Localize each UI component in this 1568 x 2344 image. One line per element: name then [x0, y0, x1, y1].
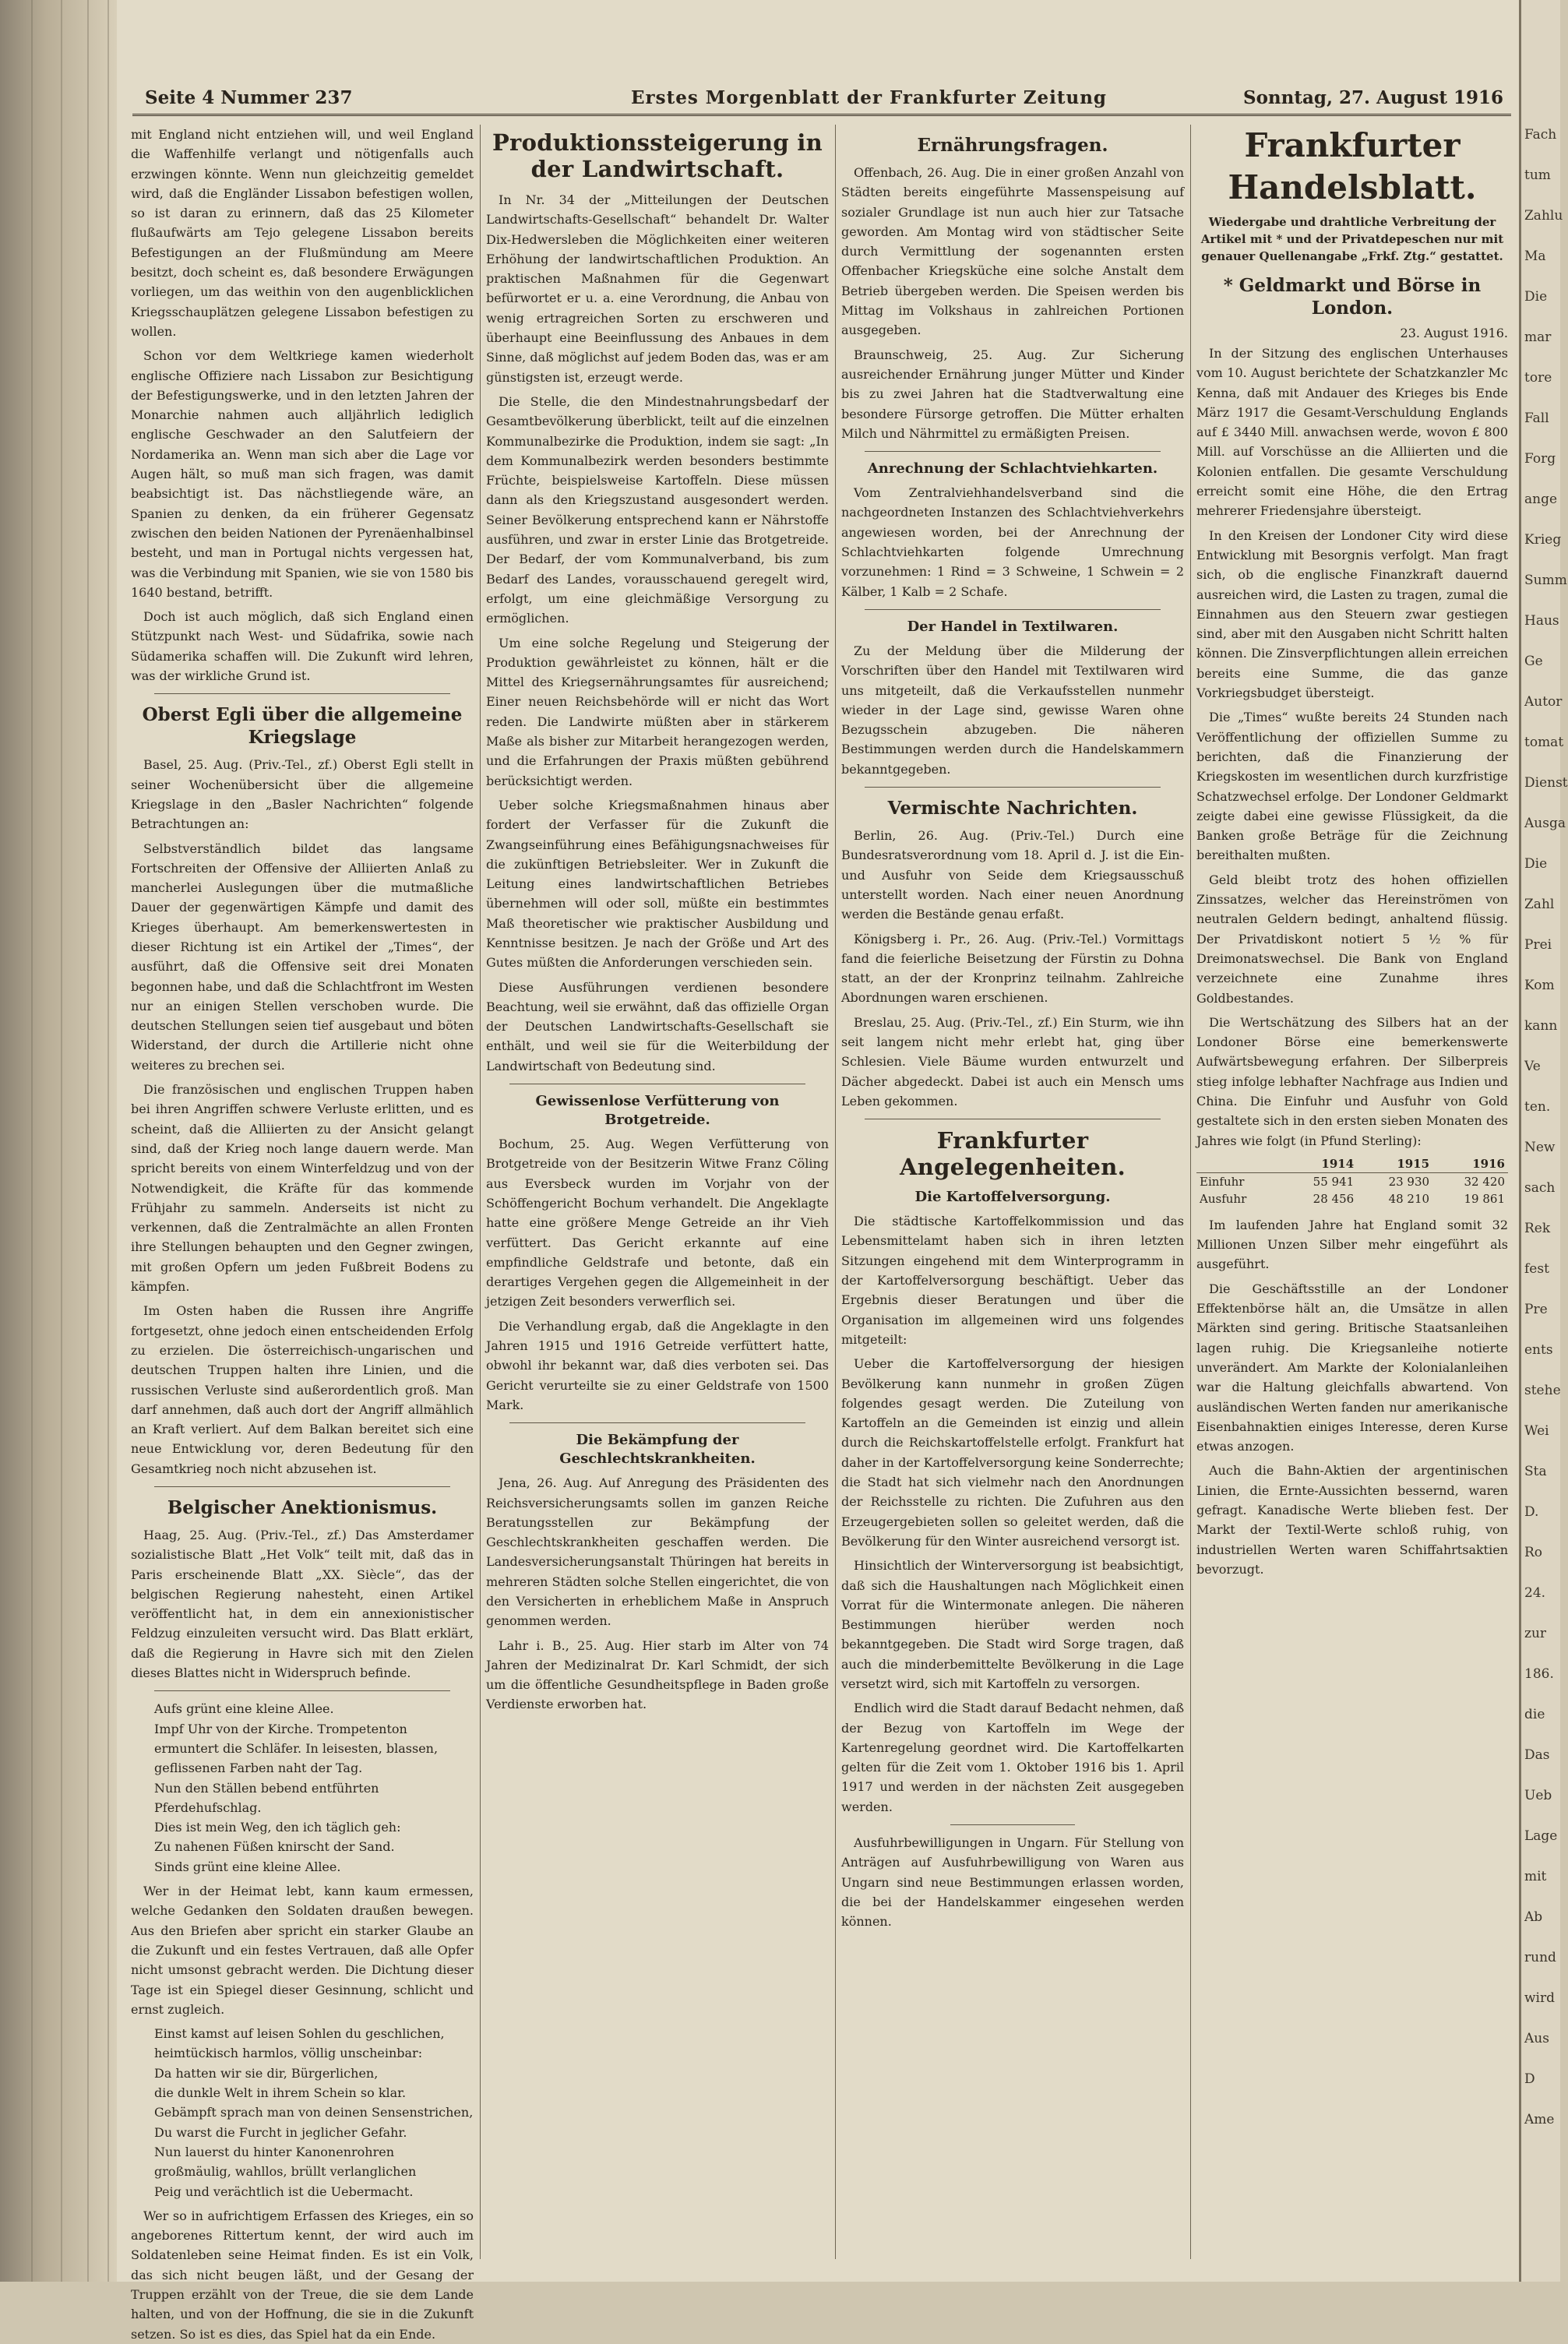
- article-text: Hinsichtlich der Winterversorgung ist beabsichtigt, daß sich die Haushaltungen nach Möglichkeit einen Vorrat für die Wintermonate anlegen. Die näheren Bestimmungen hierüber werden noch bekanntgegeben. Die Stadt wird Sorge tragen, daß auch die minderbemittelte Bevölkerung in die Lage versetzt wird, sich mit Kartoffeln zu versorgen.: [841, 1558, 1184, 1691]
- adjacent-page-fragment: Wei: [1524, 1423, 1549, 1439]
- adjacent-page-fragment: Ge: [1524, 654, 1543, 669]
- gold-trade-table: [1196, 1155, 1508, 1207]
- divider: [950, 1824, 1075, 1825]
- article-text: Die Geschäftsstille an der Londoner Effektenbörse hält an, die Umsätze in allen Märkten sind gering. Britische Staatsanleihen lagen ruhig. Die Kriegsanleihe notierte unverändert. Am Markte der Kolonialanleihen war die Haltung gleichfalls abwartend. Von ausländischen Werten fanden nur amerikanische Eisenbahnaktien einiges Interesse, deren Kurse etwas anzogen.: [1196, 1281, 1508, 1454]
- column-1: [131, 125, 474, 2342]
- article-text: In Nr. 34 der „Mitteilungen der Deutschen Landwirtschafts-Gesellschaft“ behandelt Dr. Walter Dix-Hedwersleben die Möglichkeiten einer weiteren Erhöhung der landwirtschaftlichen Produktion. An praktischen Maßnahmen für die Gegenwart befürwortet er u. a. eine Verordnung, die Anbau von wenig ertragreichen Sorten zu erschweren und überhaupt eine Beeinflussung des Anbaues in dem Sinne, daß möglichst auf jedem Boden das, was er am günstigsten ist, erzeugt werde.: [486, 192, 829, 385]
- adjacent-page-fragment: Lage: [1524, 1828, 1558, 1844]
- article-text: Geld bleibt trotz des hohen offiziellen Zinssatzes, welcher das Hereinströmen von neutralen Geldern bedingt, anhaltend flüssig. Der Privatdiskont notiert 5 ½ % für Dreimonatswechsel. Die Bank von England verzeichnete eine Zunahme ihres Goldbestandes.: [1196, 872, 1508, 1006]
- table-row: [1196, 1190, 1508, 1207]
- article-text: Breslau, 25. Aug. (Priv.-Tel., zf.) Ein Sturm, wie ihn seit langem nicht mehr erlebt hat, ging über Schlesien. Viele Bäume wurden entwurzelt und Dächer abgedeckt. Dabei ist auch ein Mensch ums Leben gekommen.: [841, 1014, 1184, 1109]
- article-text: Die städtische Kartoffelkommission und das Lebensmittelamt haben sich in ihren letzten Sitzungen eingehend mit dem Winterprogramm in der Kartoffelversorgung beschäftigt. Ueber das Ergebnis dieser Beratungen und über die Organisation im allgemeinen wird uns folgendes mitgeteilt:: [841, 1214, 1184, 1347]
- article-text: Offenbach, 26. Aug. Die in einer großen Anzahl von Städten bereits eingeführte Massenspeisung auf sozialer Grundlage ist nun auch hier zur Tatsache geworden. Am Montag wird von städtischer Seite durch Vermittlung der sogenannten ersten Offenbacher Kriegsküche eine solche Anstalt dem Betrieb übergeben werden. Die Speisen werden bis Mittag im Volkshaus in zahlreichen Portionen ausgegeben.: [841, 165, 1184, 338]
- adjacent-page-fragment: tum: [1524, 167, 1551, 183]
- dateline: 23. August 1916.: [1400, 326, 1508, 340]
- adjacent-page-fragment: 186.: [1524, 1666, 1554, 1682]
- article-text: Jena, 26. Aug. Auf Anregung des Präsidenten des Reichsversicherungsamts sollen im ganzen Reiche Beratungsstellen zur Bekämpfung der Geschlechtskrankheiten geschaffen werden. Die Landesversicherungsanstalt Thüringen hat bereits in mehreren Städten solche Stellen eingerichtet, die von den Versicherten in erheblichem Maße in Anspruch genommen werden.: [486, 1475, 829, 1629]
- adjacent-page-fragment: die: [1524, 1707, 1545, 1722]
- table-cell: 23 930: [1388, 1174, 1430, 1189]
- headline-egli: Oberst Egli über die allgemeine Kriegslage: [142, 704, 463, 749]
- binding-line: [31, 0, 33, 2282]
- adjacent-page-fragment: New: [1524, 1140, 1556, 1155]
- adjacent-page-fragment: zur: [1524, 1626, 1547, 1641]
- adjacent-page-fragment: Aus: [1524, 2031, 1549, 2046]
- page-number: Seite 4 Nummer 237: [145, 87, 353, 108]
- divider: [865, 451, 1161, 452]
- feuilleton-text: Wer in der Heimat lebt, kann kaum ermessen, welche Gedanken den Soldaten draußen bewegen. Aus den Briefen aber spricht ein starker Glaube an die Zukunft und ein festes Vertrauen, daß alle Opfer nicht umsonst gebracht werden. Die Dichtung dieser Tage ist ein Spiegel dieser Gesinnung, schlicht und ernst zugleich.: [131, 1884, 474, 2017]
- adjacent-page-fragment: Ueb: [1524, 1788, 1552, 1803]
- column-3: [841, 125, 1184, 2259]
- column-rule: [1190, 125, 1191, 2259]
- article-text: Die „Times“ wußte bereits 24 Stunden nach Veröffentlichung der offiziellen Summe zu berichten, daß die Finanzierung der Kriegskosten im wesentlichen durch kurzfristige Schatzwechsel erfolge. Der Londoner Geldmarkt zeigte dabei eine gewisse Flüssigkeit, da die Banken große Beträge für die Zeichnung bereithalten mußten.: [1196, 710, 1508, 863]
- adjacent-page-fragment: Die: [1524, 856, 1548, 872]
- table-header-cell: 1916: [1432, 1155, 1508, 1173]
- headline-cattle-cards: Anrechnung der Schlachtviehkarten.: [867, 460, 1158, 478]
- adjacent-page-fragment: Ma: [1524, 248, 1546, 264]
- divider: [154, 1486, 450, 1487]
- article-text: Die Wertschätzung des Silbers hat an der Londoner Börse eine bemerkenswerte Aufwärtsbewegung erfahren. Der Silberpreis stieg infolge lebhafter Nachfrage aus Indien und China. Die Einfuhr und Ausfuhr von Gold gestaltete sich in den ersten sieben Monaten des Jahres wie folgt (in Pfund Sterling):: [1196, 1014, 1508, 1148]
- article-text: Lahr i. B., 25. Aug. Hier starb im Alter von 74 Jahren der Medizinalrat Dr. Karl Schmidt, der sich um die öffentliche Gesundheitspflege in Baden große Verdienste erworben hat.: [486, 1637, 829, 1712]
- adjacent-page-fragment: Zahl: [1524, 897, 1555, 912]
- divider: [154, 1690, 450, 1691]
- book-binding: [0, 0, 117, 2282]
- running-head: [132, 84, 1511, 116]
- article-text: Die Stelle, die den Mindestnahrungsbedarf der Gesamtbevölkerung überblickt, teilt auf die einzelnen Kommunalbezirke die Produktion, indem sie sagt: „In dem Kommunalbezirk werden besonders bestimmte Früchte, beispielsweise Kartoffeln. Diese müssen dann als den Kriegszustand ausgesondert werden. Seiner Bevölkerung entsprechend kann er Nährstoffe ausführen, und zwar in erster Linie das Brotgetreide. Der Bedarf, der vom Kommunalverband, bis zum Bedarf des Landes, vorausschauend geregelt wird, erfolgt, um eine gleichmäßige Versorgung zu ermöglichen.: [486, 393, 829, 626]
- article-text: Die französischen und englischen Truppen haben bei ihren Angriffen schwere Verluste erlitten, und es scheint, daß die Alliierten zu der Ansicht gelangt sind, daß der Krieg noch lange dauern werde. Man spricht bereits von einem Winterfeldzug und von der Notwendigkeit, die Kräfte für das kommende Frühjahr zu sammeln. Anderseits ist nicht zu verkennen, daß die Zentralmächte an allen Fronten ihre Stellungen behaupten und den Gegner zwingen, mit großen Opfern um jeden Fußbreit Bodens zu kämpfen.: [131, 1082, 474, 1295]
- table-cell: 55 941: [1313, 1174, 1355, 1189]
- headline-frankfurt-affairs: Frankfurter Angelegenheiten.: [900, 1127, 1126, 1181]
- poem: Aufs grünt eine kleine Allee. Impf Uhr von der Kirche. Trompetenton ermuntert die Schläfer. In leisesten, blassen, geflissenen Farben naht der Tag. Nun den Ställen bebend entführten Pferdehufschlag. Dies ist mein Weg, den ich täglich geh: Zu nahenen Füßen knirscht der Sand. Sinds grünt eine kleine Allee.: [154, 1701, 439, 1874]
- headline-london-market: * Geldmarkt und Börse in London.: [1223, 275, 1482, 319]
- article-text: Doch ist auch möglich, daß sich England einen Stützpunkt nach West- und Südafrika, sowie nach Südamerika schaffen will. Die Zukunft wird lehren, was der wirkliche Grund ist.: [131, 609, 474, 684]
- newspaper-sheet: [117, 0, 1519, 2342]
- article-text: In der Sitzung des englischen Unterhauses vom 10. August berichtete der Schatzkanzler Mc Kenna, daß mit Andauer des Krieges bis Ende März 1917 die Gesamt-Verschuldung Englands auf £ 3440 Mill. anwachsen werde, wovon £ 800 Mill. auf Vorschüsse an die Alliierten und die Kolonien entfallen. Die gesamte Verschuldung erreicht somit eine Höhe, die den Ertrag mehrerer Friedensjahre übersteigt.: [1196, 346, 1508, 519]
- adjacent-page-fragment: Forg: [1524, 451, 1556, 467]
- article-text: Braunschweig, 25. Aug. Zur Sicherung ausreichender Ernährung junger Mütter und Kinder bis zu zwei Jahren hat die Stadtverwaltung eine besondere Fürsorge getroffen. Die Mütter erhalten Milch und Nährmittel zu ermäßigten Preisen.: [841, 347, 1184, 441]
- masthead-edition: Erstes Morgenblatt der Frankfurter Zeitung: [631, 87, 1108, 108]
- column-4: [1196, 125, 1508, 2259]
- adjacent-page-fragment: 24.: [1524, 1585, 1546, 1601]
- adjacent-page-fragment: Die: [1524, 289, 1548, 305]
- adjacent-page-edge: [1519, 0, 1568, 2282]
- adjacent-page-fragment: Fach: [1524, 127, 1557, 143]
- headline-belgian: Belgischer Anektionismus.: [167, 1497, 438, 1518]
- binding-line: [107, 0, 109, 2282]
- adjacent-page-fragment: Sta: [1524, 1464, 1547, 1479]
- headline-bread-grain: Gewissenlose Verfütterung von Brotgetreide.: [535, 1093, 780, 1129]
- table-cell: 48 210: [1388, 1191, 1430, 1206]
- adjacent-page-fragment: mar: [1524, 330, 1552, 345]
- table-cell: 28 456: [1313, 1191, 1355, 1206]
- reprint-note: Wiedergabe und drahtliche Verbreitung der Artikel mit * und der Privatdepeschen nur mit genauer Quellenangabe „Frkf. Ztg.“ gestattet.: [1200, 215, 1504, 263]
- feuilleton-text: Wer so in aufrichtigem Erfassen des Krieges, ein so angeborenes Rittertum kennt, der wird auch im Soldatenleben seine Heimat finden. Es ist ein Volk, das sich nicht beugen läßt, und der Gesang der Truppen erzählt von der Treue, die sie dem Lande halten, und von der Hoffnung, die sie in die Zukunft setzen. So ist es dies, das Spiel hat da ein Ende.: [131, 2208, 474, 2342]
- table-header-cell: [1196, 1155, 1281, 1173]
- article-text: Um eine solche Regelung und Steigerung der Produktion gewährleistet zu können, hält er die Mittel des Kriegsernährungsamtes für ausreichend; Einer neuen Reichsbehörde will er nicht das Wort reden. Die Landwirte müßten aber in stärkerem Maße als bisher zur Mitarbeit herangezogen werden, und die Erfahrungen der Praxis müßten gebührend berücksichtigt werden.: [486, 635, 829, 788]
- article-text: Auch die Bahn-Aktien der argentinischen Linien, die Ernte-Aussichten bessernd, waren gefragt. Kanadische Werte blieben fest. Der Markt der Textil-Werte schloß ruhig, von industriellen Werten waren Schiffahrtsaktien bevorzugt.: [1196, 1463, 1508, 1577]
- adjacent-page-fragment: Zahlu: [1524, 208, 1563, 224]
- adjacent-page-fragment: tomat: [1524, 735, 1564, 750]
- headline-diseases: Die Bekämpfung der Geschlechtskrankheiten.: [559, 1432, 756, 1468]
- article-text: Königsberg i. Pr., 26. Aug. (Priv.-Tel.) Vormittags fand die feierliche Beisetzung der Fürstin zu Dohna statt, an der der Kronprinz teilnahm. Zahlreiche Abordnungen waren erschienen.: [841, 931, 1184, 1006]
- adjacent-page-fragment: fest: [1524, 1261, 1549, 1277]
- adjacent-page-fragment: ten.: [1524, 1099, 1551, 1115]
- adjacent-page-fragment: Haus: [1524, 613, 1559, 629]
- headline-nutrition: Ernährungsfragen.: [917, 135, 1108, 156]
- adjacent-page-fragment: Ausga: [1524, 816, 1566, 831]
- adjacent-page-fragment: Autor: [1524, 694, 1563, 710]
- adjacent-page-fragment: Ab: [1524, 1909, 1543, 1925]
- article-text: Endlich wird die Stadt darauf Bedacht nehmen, daß der Bezug von Kartoffeln im Wege der Kartenregelung geordnet wird. Die Kartoffelkarten gelten für die Zeit vom 1. Oktober 1916 bis 1. April 1917 und werden in der nächsten Zeit ausgegeben werden.: [841, 1701, 1184, 1814]
- section-title-handelsblatt: Frankfurter Handelsblatt.: [1228, 126, 1477, 206]
- table-header-cell: 1914: [1281, 1155, 1357, 1173]
- adjacent-page-fragment: Das: [1524, 1747, 1550, 1763]
- article-text: Im Osten haben die Russen ihre Angriffe fortgesetzt, ohne jedoch einen entscheidenden Erfolg zu erzielen. Die österreichisch-ungarischen und deutschen Truppen halten ihre Linien, und die russischen Verluste sind außerordentlich groß. Man darf annehmen, daß auch dort der Angriff allmählich an Kraft verliert. Auf dem Balkan bereitet sich eine neue Entwicklung vor, deren Bedeutung für den Gesamtkrieg noch nicht abzusehen ist.: [131, 1303, 474, 1476]
- headline-miscellaneous: Vermischte Nachrichten.: [887, 798, 1138, 820]
- binding-line: [87, 0, 89, 2282]
- article-text: Selbstverständlich bildet das langsame Fortschreiten der Offensive der Alliierten Anlaß zu mancherlei Auslegungen über die mutmaßliche Dauer der gegenwärtigen Kämpfe und damit des Krieges überhaupt. Am bemerkenswertesten in dieser Richtung ist ein Artikel der „Times“, der ausführt, daß die Offensive seit drei Monaten begonnen habe, und daß die Schlachtfront im Westen nur an einigen Stellen verschoben wurde. Die deutschen Stellungen seien tief ausgebaut und böten Widerstand, der durch die Artillerie nicht ohne weiteres zu brechen sei.: [131, 841, 474, 1073]
- adjacent-page-fragment: kann: [1524, 1018, 1558, 1034]
- article-text: In den Kreisen der Londoner City wird diese Entwicklung mit Besorgnis verfolgt. Man fragt sich, ob die englische Finanzkraft dauernd ausreichen wird, die Lasten zu tragen, zumal die Einnahmen aus den Steuern zwar gestiegen sind, aber mit den Ausgaben nicht Schritt halten können. Die Zinsverpflichtungen allein erreichen bereits eine Summe, die das ganze Vorkriegsbudget übersteigt.: [1196, 527, 1508, 701]
- article-text: mit England nicht entziehen will, und weil England die Waffenhilfe verlangt und nötigenfalls auch erzwingen könnte. Wenn nun gleichzeitig gemeldet wird, daß die Engländer Lissabon befestigen wollen, so ist daran zu erinnern, daß das 25 Kilometer flußaufwärts am Tejo gelegene Lissabon bereits Befestigungen an der Flußmündung am Meere besitzt, doch scheint es, daß besondere Erwägungen vorliegen, um das weithin von den augenblicklichen Kriegsschauplätzen gelegene Lissabon befestigen zu wollen.: [131, 127, 474, 339]
- article-text: Vom Zentralviehhandelsverband sind die nachgeordneten Instanzen des Schlachtviehverkehrs angewiesen worden, bei der Anrechnung der Schlachtviehkarten folgende Umrechnung vorzunehmen: 1 Rind = 3 Schweine, 1 Schwein = 2 Kälber, 1 Kalb = 2 Schafe.: [841, 485, 1184, 599]
- table-cell: 19 861: [1464, 1191, 1505, 1206]
- adjacent-page-fragment: Dienst: [1524, 775, 1568, 791]
- article-text: Die Verhandlung ergab, daß die Angeklagte in den Jahren 1915 und 1916 Getreide verfüttert hatte, obwohl ihr bekannt war, daß dies verboten sei. Das Gericht verurteilte sie zu einer Geldstrafe von 1500 Mark.: [486, 1318, 829, 1412]
- adjacent-page-fragment: Prei: [1524, 937, 1552, 953]
- poem: Einst kamst auf leisen Sohlen du geschlichen, heimtückisch harmlos, völlig unscheinbar: Da hatten wir sie dir, Bürgerlichen, die dunkle Welt in ihrem Schein so klar. Gebämpft sprach man von deinen Sensenstrichen, Du warst die Furcht in jeglicher Gefahr. Nun lauerst du hinter Kanonenrohren großmäulig, wahllos, brüllt verlanglichen Peig und verächtlich ist die Uebermacht.: [154, 2026, 474, 2199]
- adjacent-page-fragment: D.: [1524, 1504, 1539, 1520]
- binding-line: [61, 0, 62, 2282]
- table-cell: Ausfuhr: [1200, 1191, 1247, 1206]
- adjacent-page-fragment: D: [1524, 2071, 1535, 2087]
- article-text: Berlin, 26. Aug. (Priv.-Tel.) Durch eine Bundesratsverordnung vom 18. April d. J. ist die Ein- und Ausfuhr von Seide dem Kriegsausschuß unterstellt worden. Nach einer neuen Anordnung werden die Bestände genau erfaßt.: [841, 828, 1184, 922]
- table-header-row: [1196, 1155, 1508, 1173]
- adjacent-page-fragment: mit: [1524, 1869, 1547, 1884]
- article-text: Ueber solche Kriegsmaßnahmen hinaus aber fordert der Verfasser für die Zukunft die Zwangseinführung eines Befähigungsnachweises für die zukünftigen Betriebsleiter. Wer in Zukunft die Leitung eines landwirtschaftlichen Betriebes übernehmen will oder soll, müßte ein bestimmtes Maß theoretischer wie praktischer Ausbildung und Kenntnisse besitzen. Je nach der Größe und Art des Gutes müßten die Anforderungen verschieden sein.: [486, 797, 829, 971]
- headline-potato-supply: Die Kartoffelversorgung.: [914, 1189, 1111, 1206]
- article-text: Basel, 25. Aug. (Priv.-Tel., zf.) Oberst Egli stellt in seiner Wochenübersicht über die allgemeine Kriegslage in den „Basler Nachrichten“ folgende Betrachtungen an:: [131, 757, 474, 832]
- table-row: [1196, 1172, 1508, 1190]
- adjacent-page-fragment: sach: [1524, 1180, 1556, 1196]
- divider: [865, 609, 1161, 610]
- adjacent-page-fragment: Ame: [1524, 2112, 1555, 2127]
- article-text: Ausfuhrbewilligungen in Ungarn. Für Stellung von Anträgen auf Ausfuhrbewilligung von Waren aus Ungarn sind neue Bestimmungen erlassen worden, die bei der Handelskammer eingesehen werden können.: [841, 1835, 1184, 1930]
- table-cell: Einfuhr: [1200, 1174, 1245, 1189]
- headline-production: Produktionssteigerung in der Landwirtschaft.: [492, 129, 823, 182]
- adjacent-page-fragment: ange: [1524, 492, 1558, 507]
- article-text: Bochum, 25. Aug. Wegen Verfütterung von Brotgetreide von der Besitzerin Witwe Franz Cöling aus Eversbeck wurden im Vorjahr von der Schöffengericht Bochum verhandelt. Die Angeklagte hatte eine größere Menge Getreide an ihr Vieh verfüttert. Das Gericht erkannte auf eine empfindliche Geldstrafe und betonte, daß ein derartiges Vergehen gegen die Allgemeinheit in der jetzigen Zeit besonders verwerflich sei.: [486, 1137, 829, 1309]
- adjacent-page-fragment: Summ: [1524, 573, 1567, 588]
- table-header-cell: 1915: [1357, 1155, 1432, 1173]
- adjacent-page-fragment: wird: [1524, 1990, 1555, 2006]
- article-text: Ueber die Kartoffelversorgung der hiesigen Bevölkerung kann nunmehr in großen Zügen folgendes gesagt werden. Die Zuteilung von Kartoffeln an die Gemeinden ist einzig und allein durch die Reichskartoffelstelle erfolgt. Frankfurt hat daher in der Kartoffelversorgung keine Sonderrechte; die Stadt hat sich vielmehr nach den Anordnungen der Reichsstelle zu richten. Die Zufuhren aus den Erzeugergebieten sollen so geleitet werden, daß die Bevölkerung für den Winter ausreichend versorgt ist.: [841, 1356, 1184, 1549]
- adjacent-page-fragment: Kom: [1524, 978, 1555, 993]
- divider: [865, 787, 1161, 788]
- article-text: Zu der Meldung über die Milderung der Vorschriften über den Handel mit Textilwaren wird uns mitgeteilt, daß die Verkaufsstellen nunmehr wieder in der Lage sind, gewisse Waren ohne Bezugsschein abzugeben. Die näheren Bestimmungen werden durch die Handelskammern bekanntgegeben.: [841, 643, 1184, 777]
- article-text: Schon vor dem Weltkriege kamen wiederholt englische Offiziere nach Lissabon zur Besichtigung der Befestigungswerke, und in den letzten Jahren der Monarchie nahmen auch alljährlich lediglich englische Geschwader an den Salutfeiern der Nordamerika an. Wenn man sich aber die Lage vor Augen hält, so muß man sich fragen, was damit beabsichtigt ist. Das nächstliegende wäre, an Spanien zu denken, da ein früherer Gegensatz zwischen den beiden Nationen der Pyrenäenhalbinsel besteht, und man in Portugal nichts vergessen hat, was die Verbindung mit Spanien, wie sie von 1580 bis 1640 bestand, betrifft.: [131, 348, 474, 600]
- article-text: Diese Ausführungen verdienen besondere Beachtung, weil sie erwähnt, daß das offizielle Organ der Deutschen Landwirtschafts-Gesellschaft sie enthält, und weil sie für die Weiterbildung der Landwirtschaft von Bedeutung sind.: [486, 979, 829, 1073]
- adjacent-page-fragment: Rek: [1524, 1221, 1551, 1236]
- divider: [154, 693, 450, 694]
- column-rule: [835, 125, 836, 2259]
- table-cell: 32 420: [1464, 1174, 1505, 1189]
- divider: [509, 1422, 805, 1423]
- headline-textiles: Der Handel in Textilwaren.: [907, 618, 1119, 635]
- adjacent-page-fragment: tore: [1524, 370, 1552, 386]
- adjacent-page-fragment: stehe: [1524, 1383, 1561, 1398]
- adjacent-page-fragment: Fall: [1524, 411, 1549, 426]
- adjacent-page-fragment: rund: [1524, 1950, 1556, 1965]
- adjacent-page-fragment: Krieg: [1524, 532, 1562, 548]
- column-rule: [480, 125, 481, 2259]
- adjacent-page-fragment: Ro: [1524, 1545, 1543, 1560]
- adjacent-page-fragment: ents: [1524, 1342, 1553, 1358]
- issue-date: Sonntag, 27. August 1916: [1242, 87, 1503, 108]
- column-2: [486, 125, 829, 2259]
- adjacent-page-fragment: Pre: [1524, 1302, 1548, 1317]
- article-text: Haag, 25. Aug. (Priv.-Tel., zf.) Das Amsterdamer sozialistische Blatt „Het Volk“ teilt mit, daß das in Paris erscheinende Blatt „XX. Siècle“, das der belgischen Regierung nahesteht, einen Artikel veröffentlicht hat, in dem ein annexionistischer Feldzug einzuleiten versucht wird. Das Blatt erklärt, daß die Regierung in Havre sich mit den Zielen dieses Blattes nicht in Widerspruch befinde.: [131, 1528, 474, 1681]
- article-text: Im laufenden Jahre hat England somit 32 Millionen Unzen Silber mehr eingeführt als ausgeführt.: [1196, 1217, 1508, 1272]
- adjacent-page-fragment: Ve: [1524, 1059, 1541, 1074]
